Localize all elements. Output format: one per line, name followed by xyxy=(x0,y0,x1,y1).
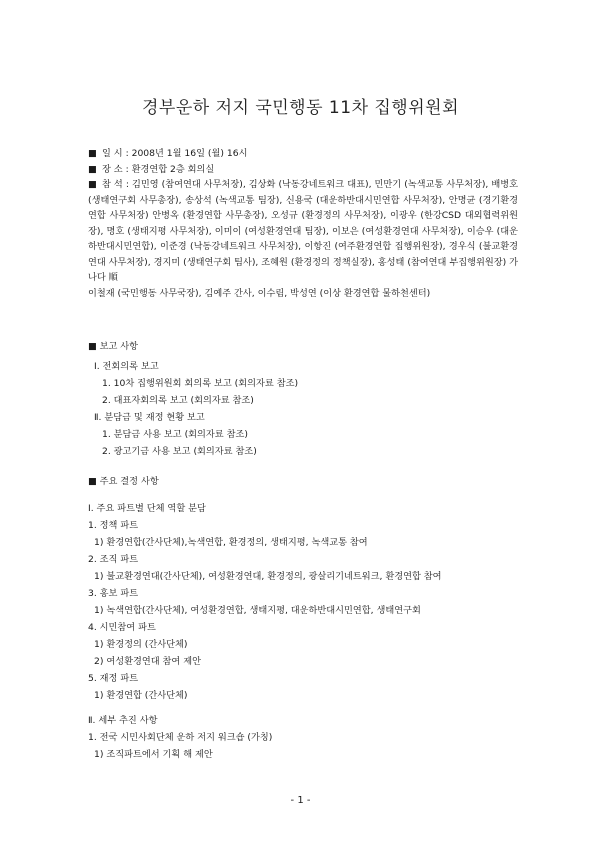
decisions-part1 xyxy=(88,500,528,704)
staff-line: 이철재 (국민행동 사무국장), 김예주 간사, 이수림, 박성연 (이상 환경연합 물하천센터) xyxy=(88,287,431,299)
team-label: 4. 시민참여 파트 xyxy=(88,622,156,633)
bullet-square-icon: ■ xyxy=(88,179,97,190)
team-member: 1) 불교환경연대(간사단체), 여성환경연대, 환경정의, 광살리기네트워크, 환경연합 참여 xyxy=(94,571,442,582)
bullet-square-icon: ■ xyxy=(88,163,97,175)
report-item: 2. 대표자회의록 보고 (회의자료 참조) xyxy=(102,395,254,406)
team-member: 1) 환경연합(간사단체),녹색연합, 환경정의, 생태지평, 녹색교통 참여 xyxy=(94,537,368,548)
report-group-1-label: Ⅰ. 전회의록 보고 xyxy=(94,361,159,372)
team-member: 1) 환경정의 (간사단체) xyxy=(94,639,188,650)
team-label: 1. 정책 파트 xyxy=(88,520,139,531)
decisions-heading: ■ 주요 결정 사항 xyxy=(88,476,159,487)
team-label: 2. 조직 파트 xyxy=(88,554,139,565)
page-number: - 1 - xyxy=(290,795,311,806)
team-label: 3. 홍보 파트 xyxy=(88,588,139,599)
date-text: 일 시 : 2008년 1월 16일 (월) 16시 xyxy=(102,148,248,159)
part2-item: 1. 전국 시민사회단체 운하 저지 워크숍 (가칭) xyxy=(88,732,273,743)
part2-heading: Ⅱ. 세부 추진 사항 xyxy=(88,715,158,726)
place-text: 장 소 : 환경연합 2층 회의실 xyxy=(102,163,215,175)
decisions-part2 xyxy=(88,712,528,763)
report-item: 2. 광고기금 사용 보고 (회의자료 참조) xyxy=(102,446,257,457)
report-heading: ■ 보고 사항 xyxy=(88,341,139,352)
attendees-paragraph xyxy=(88,177,518,286)
place-line xyxy=(88,162,518,178)
report-group-2-label: Ⅱ. 분담금 및 재정 현황 보고 xyxy=(94,412,205,423)
date-line xyxy=(88,146,518,162)
report-item: 1. 10차 집행위원회 회의록 보고 (회의자료 참조) xyxy=(102,378,299,389)
report-item: 1. 분담금 사용 보고 (회의자료 참조) xyxy=(102,429,248,440)
team-member: 1) 환경연합 (간사단체) xyxy=(94,690,188,701)
team-member: 2) 여성환경연대 참여 제안 xyxy=(94,656,201,667)
meeting-info xyxy=(88,146,518,301)
team-member: 1) 녹색연합(간사단체), 여성환경연합, 생태지평, 대운하반대시민연합, 생태연구회 xyxy=(94,605,421,616)
report-section xyxy=(88,338,528,460)
attendees-text: 참 석 : 김민영 (참여연대 사무처장), 김상화 (낙동강네트워크 대표), 민만기 (녹색교통 사무처장), 배병호 (생태연구회 사무총장), 송상석 (녹색교통 팀장), 신용국 (대운하반대시민연합 사무처장), 안명균 (경기환경연합 사무처장) 안병옥 (환경연합 사무총장), 오성규 (환경정의 사무처장), 이광우 (한강CSD 대외협력위원장), 명호 (생태지평 사무처장), 이미이 (여성환경연대 팀장), 이보은 (여성환경연대 사무처장), 이승우 (대운하반대시민연합), 이준경 (낙동강네트워크 사무처장), 이항진 (여주환경연합 집행위원장), 경우식 (불교환경연대 사무처장), 경지미 (생태연구회 팀사), 조혜원 (환경정의 정책실장), 홍성태 (참여연대 부집행위원장) 가나다 順 xyxy=(88,179,518,283)
bullet-square-icon: ■ xyxy=(88,148,97,159)
part2-subitem: 1) 조직파트에서 기획 해 제안 xyxy=(94,749,213,760)
team-label: 5. 재정 파트 xyxy=(88,673,139,684)
part1-heading: Ⅰ. 주요 파트별 단체 역할 분담 xyxy=(88,503,206,514)
page-title: 경부운하 저지 국민행동 11차 집행위원회 xyxy=(142,98,459,118)
